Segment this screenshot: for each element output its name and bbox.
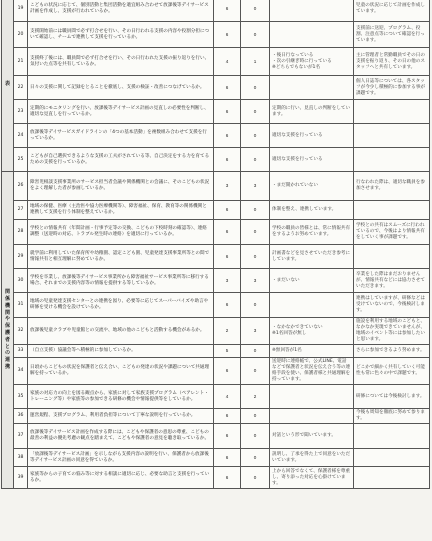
section-label	[2, 172, 14, 489]
improvement-note: 体制を整え、連携しています。	[270, 201, 354, 220]
action-remark: 個人日誌等については、各スタッフが今少し積極的に参加する事が課題です。	[354, 76, 430, 100]
yes-count: 6	[214, 22, 241, 48]
item-question: 就学前に利用していた保育所や幼稚園、認定こども園、児童発達支援事業所等との間で情報共有と相互理解に努めているか。	[28, 245, 214, 269]
no-count: 0	[241, 100, 270, 124]
evaluation-table	[1, 0, 430, 489]
yes-count: 6	[214, 245, 241, 269]
no-count: 0	[241, 220, 270, 245]
table-row	[2, 293, 430, 318]
yes-count: 6	[214, 358, 241, 385]
item-number: 32	[14, 318, 28, 345]
no-count: 1	[241, 48, 270, 76]
action-remark: さらに参加できるよう努めます。	[354, 345, 430, 358]
no-count: 0	[241, 124, 270, 148]
no-count: 0	[241, 201, 270, 220]
item-number: 38	[14, 449, 28, 467]
improvement-note	[270, 0, 354, 22]
yes-count: 6	[214, 124, 241, 148]
action-remark: 卒業をした際はまだおりませんが、情報共有などには協力させていただきます。	[354, 269, 430, 293]
no-count: 3	[241, 318, 270, 345]
item-number: 28	[14, 220, 28, 245]
item-question: 障害児相談支援事業所のサービス担当者会議や関係機関との会議に、そのこどもの状況をよく理解した者が参画しているか。	[28, 172, 214, 201]
no-count: 0	[241, 467, 270, 489]
yes-count: 6	[214, 201, 241, 220]
improvement-note: ・なかなかできていない ※1名回答が無し	[270, 318, 354, 345]
no-count: 0	[241, 22, 270, 48]
improvement-note: 対話という形で聞いています。	[270, 424, 354, 449]
item-number: 24	[14, 124, 28, 148]
no-count: 3	[241, 172, 270, 201]
improvement-note: ※無回答が1名	[270, 345, 354, 358]
item-number: 25	[14, 148, 28, 172]
yes-count: 5	[214, 345, 241, 358]
item-question: 放課後児童クラブや児童館との交流や、地域の他のこどもと活動する機会があるか。	[28, 318, 214, 345]
no-count: 0	[241, 76, 270, 100]
no-count: 0	[241, 449, 270, 467]
table-row	[2, 449, 430, 467]
table-row	[2, 48, 430, 76]
yes-count: 6	[214, 409, 241, 424]
item-question: 学校を卒業し、放課後等デイサービス事業所から障害福祉サービス事業所等に移行する場合、それまでの支援内容等の情報を提供する等しているか。	[28, 269, 214, 293]
section-label-text: 表	[4, 80, 10, 87]
no-count: 2	[241, 385, 270, 409]
item-number: 31	[14, 293, 28, 318]
item-question: 支援終了後には、職員間で必ず打合せを行い、その日行われた支援の振り返りを行い、気付いた点等を共有しているか。	[28, 48, 214, 76]
no-count: 0	[241, 0, 270, 22]
action-remark	[354, 148, 430, 172]
action-remark	[354, 245, 430, 269]
action-remark: 主に管理者と常勤職員でその日の支援を振り返り、その日の他のスタッフへと共有しています。	[354, 48, 430, 76]
item-number: 22	[14, 76, 28, 100]
improvement-note: 説明し、了承を得た上で同意をいただいています。	[270, 449, 354, 467]
action-remark	[354, 100, 430, 124]
no-count: 0	[241, 409, 270, 424]
item-question: 日々の支援に関して記録をとることを徹底し、支援の検証・改善につなげているか。	[28, 76, 214, 100]
table-row	[2, 100, 430, 124]
improvement-note: 適切な支援を行っている	[270, 124, 354, 148]
item-number: 36	[14, 409, 28, 424]
table-row	[2, 220, 430, 245]
no-count: 0	[241, 358, 270, 385]
action-remark	[354, 467, 430, 489]
yes-count: 6	[214, 220, 241, 245]
section-label-text: 関係機関や保護者との連携	[4, 289, 10, 370]
action-remark: 施設を利用する地域のこどもと、なかなか実現できていませんが、地域のイベント等には参加したいと思います。	[354, 318, 430, 345]
yes-count: 6	[214, 467, 241, 489]
yes-count: 6	[214, 148, 241, 172]
table-row	[2, 385, 430, 409]
item-question: 「放課後等デイサービス計画」を示しながら支援内容の説明を行い、保護者から放課後等デイサービス計画の同意を得ているか。	[28, 449, 214, 467]
improvement-note: ・まだいない	[270, 269, 354, 293]
table-row	[2, 201, 430, 220]
action-remark: 今後も周知を徹底に努めて参ります。	[354, 409, 430, 424]
item-question: 運営規程、支援プログラム、利用者負担等について丁寧な説明を行っているか。	[28, 409, 214, 424]
item-number: 19	[14, 0, 28, 22]
yes-count: 6	[214, 424, 241, 449]
table-row	[2, 76, 430, 100]
action-remark	[354, 424, 430, 449]
item-question: 放課後等デイサービス計画を作成する際には、こどもや保護者の意思の尊重、こどもの最善の利益の優先考慮の観点を踏まえて、こどもや保護者の意見を聴き取っているか。	[28, 424, 214, 449]
improvement-note	[270, 409, 354, 424]
table-row	[2, 467, 430, 489]
table-row	[2, 245, 430, 269]
yes-count: 3	[214, 172, 241, 201]
action-remark	[354, 201, 430, 220]
item-question: 支援開始前には職員間で必ず打合せを行い、その日行われる支援の内容や役割分担について確認し、チームで連携して支援を行っているか。	[28, 22, 214, 48]
table-row	[2, 409, 430, 424]
no-count: 0	[241, 245, 270, 269]
action-remark: 研修については今後検討します。	[354, 385, 430, 409]
yes-count: 4	[214, 48, 241, 76]
item-question: 日頃からこどもの状況を保護者と伝え合い、こどもの発達の状況や課題について共通理解を持っているか。	[28, 358, 214, 385]
item-number: 27	[14, 201, 28, 220]
item-number: 26	[14, 172, 28, 201]
action-remark: 行なわれた際は、適切な職員を参加させます。	[354, 172, 430, 201]
item-question: 学校との情報共有（年間計画・行事予定等の交換、こどもの下校時刻の確認等）、連絡調整（送迎時の対応、トラブル発生時の連絡）を適切に行っているか。	[28, 220, 214, 245]
item-number: 21	[14, 48, 28, 76]
table-row	[2, 358, 430, 385]
item-question: こどもが自己選択できるような支援の工夫がされている等、自己決定をする力を育てるための支援を行っているか。	[28, 148, 214, 172]
improvement-note	[270, 76, 354, 100]
yes-count: 6	[214, 0, 241, 22]
yes-count: 6	[214, 449, 241, 467]
yes-count: 3	[214, 269, 241, 293]
improvement-note: 学校の職員の皆様とは、常に情報共有をするようお努めています。	[270, 220, 354, 245]
action-remark: どこかで細かく共有していく可能性も常に色々の中で課題です。	[354, 358, 430, 385]
evaluation-rows	[2, 0, 430, 489]
table-row	[2, 148, 430, 172]
improvement-note	[270, 293, 354, 318]
improvement-note: 適切な支援を行っている	[270, 148, 354, 172]
item-number: 20	[14, 22, 28, 48]
yes-count: 6	[214, 293, 241, 318]
item-number: 39	[14, 467, 28, 489]
action-remark	[354, 124, 430, 148]
action-remark: 支援前に送迎、プログラム、役割、注意点等について確認を行っています。	[354, 22, 430, 48]
improvement-note	[270, 22, 354, 48]
action-remark: 児童の状況に応じて計画を作成しています。	[354, 0, 430, 22]
item-number: 34	[14, 358, 28, 385]
action-remark	[354, 449, 430, 467]
table-row	[2, 424, 430, 449]
item-question: 家族等からの子育ての悩み等に対する相談に適切に応じ、必要な助言と支援を行っているか。	[28, 467, 214, 489]
item-number: 23	[14, 100, 28, 124]
item-question: 地域の児童発達支援センターとの連携を図り、必要等に応じてスーパーバイズや助言や研修を受ける機会を設けているか。	[28, 293, 214, 318]
improvement-note: 定期的に行い、見直しの判断をしています。	[270, 100, 354, 124]
table-row	[2, 22, 430, 48]
item-number: 30	[14, 269, 28, 293]
improvement-note: ・まだ開かれていない	[270, 172, 354, 201]
table-row	[2, 124, 430, 148]
item-question: 地域の保健、医療（主治医や協力医療機関等）、障害福祉、保育、教育等の関係機関と連携して支援を行う体制を整えているか。	[28, 201, 214, 220]
no-count: 0	[241, 345, 270, 358]
table-row	[2, 318, 430, 345]
improvement-note: 送迎時に連絡帳で、公式LINE、電話などで保護者と状況を伝え合う等の連絡手段を使い、保護者様と共通理解を持っています。	[270, 358, 354, 385]
item-question: こどもの状況に応じて、個別活動と集団活動を適宜組み合わせて放課後等デイサービス計画を作成し、支援が行われているか。	[28, 0, 214, 22]
item-question: 放課後等デイサービスガイドラインの「4つの基本活動」を複数組み合わせて支援を行っているか。	[28, 124, 214, 148]
item-question: （自立支援）協議会等へ積極的に参加しているか。	[28, 345, 214, 358]
item-number: 33	[14, 345, 28, 358]
no-count: 0	[241, 148, 270, 172]
item-number: 35	[14, 385, 28, 409]
improvement-note: ・後日行なっている ・次の引継ぎ時に行っている ※どちらでもないが1名	[270, 48, 354, 76]
yes-count: 6	[214, 76, 241, 100]
item-question: 家族の対応力の向上を図る観点から、家族に対して家族支援プログラム（ペアレント・トレーニング等）や家族等の参加できる研修の機会や情報提供等をしているか。	[28, 385, 214, 409]
action-remark: 学校との共有はスムーズに行われているので、今後はより情報共有をしていく事が課題です。	[354, 220, 430, 245]
table-row	[2, 172, 430, 201]
yes-count: 4	[214, 385, 241, 409]
table-row	[2, 0, 430, 22]
item-number: 37	[14, 424, 28, 449]
no-count: 3	[241, 269, 270, 293]
table-row	[2, 269, 430, 293]
yes-count: 2	[214, 318, 241, 345]
item-number: 29	[14, 245, 28, 269]
improvement-note	[270, 385, 354, 409]
improvement-note: 上から回答でなくて、保護者様を尊重し、寄り添った対応を心掛けています。	[270, 467, 354, 489]
section-label	[2, 0, 14, 172]
table-row	[2, 345, 430, 358]
no-count: 0	[241, 424, 270, 449]
item-question: 定期的にモニタリングを行い、放課後等デイサービス計画の見直しの必要性を判断し、適切な見直しを行っているか。	[28, 100, 214, 124]
improvement-note: 計画書などを見させていただき参考にしています。	[270, 245, 354, 269]
no-count: 0	[241, 293, 270, 318]
yes-count: 6	[214, 100, 241, 124]
action-remark: 連携はしていますが、研修などは受けていないので、今後検討します。	[354, 293, 430, 318]
